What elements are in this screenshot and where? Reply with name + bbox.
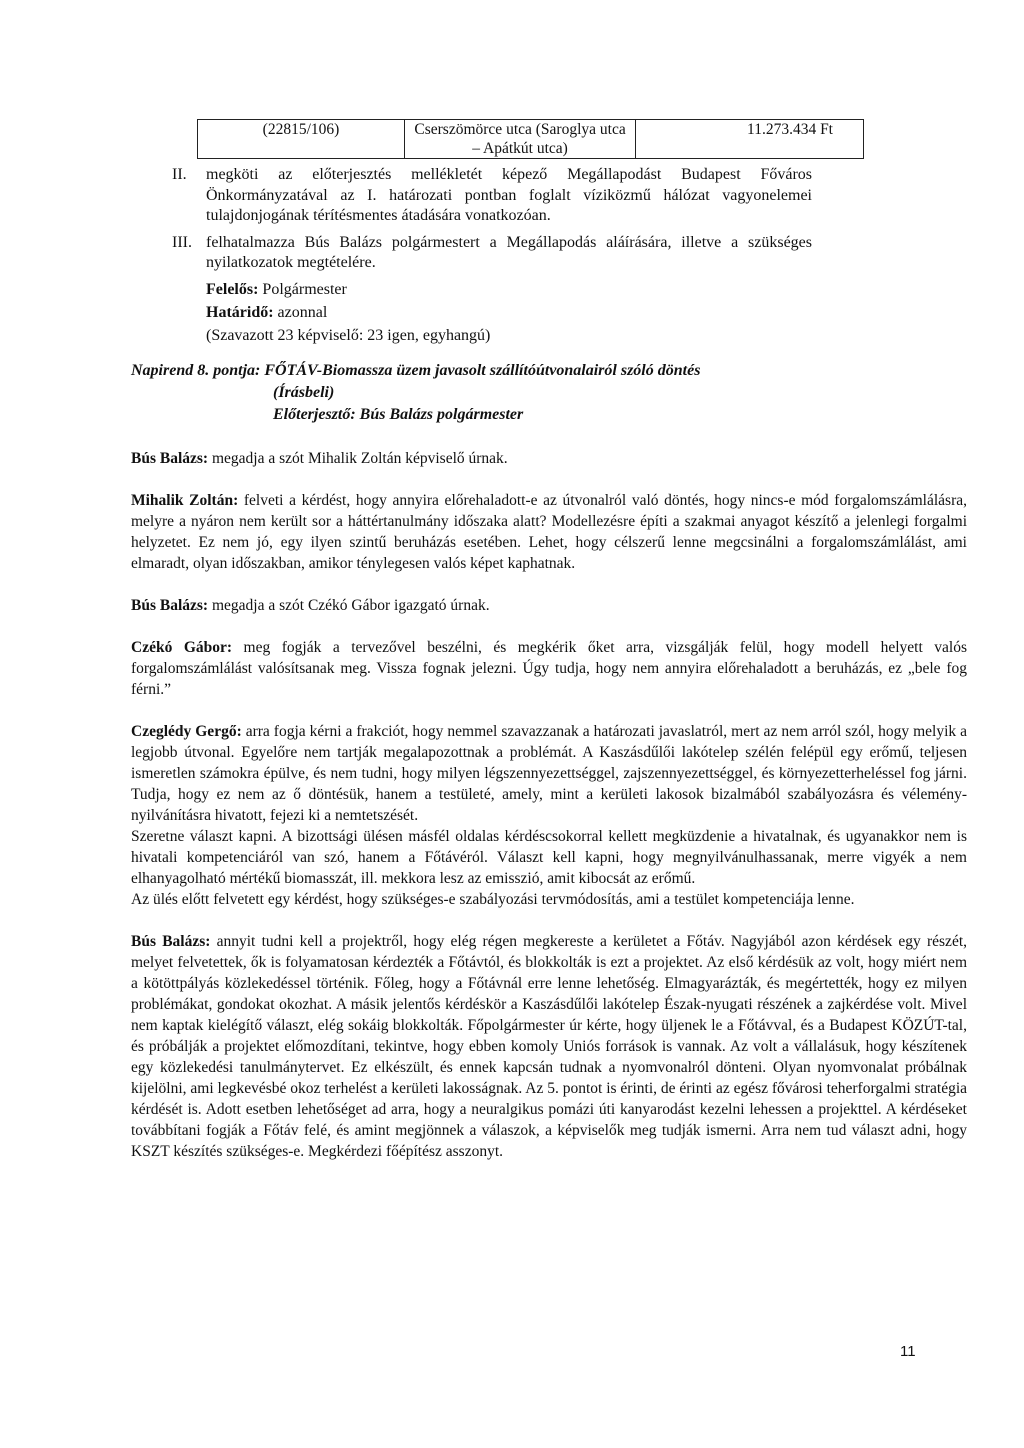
speaker-name: Czeglédy Gergő: [131,723,242,740]
responsible-value: Polgármester [262,281,347,298]
speaker-name: Bús Balázs: [131,450,209,467]
paragraph-text: arra fogja kérni a frakciót, hogy nemmel szavazzanak a határozati javaslatról, mert az nem arról szól, hogy melyik a legjobb útvonal. Egyelőre nem tartják megalapozottnak a problémát. A Kaszásdűlői lakótelep szélén felépül egy erőmű, teljesen ismeretlen számokra épülve, és nem tudni, hogy milyen légszennyezettséggel, zajszennyezettséggel, és környezetterheléssel fog járni. Tudja, hogy ez nem az ő döntésük, hanem a testületé, amely, mint a kerületi lakosok bizalmából szabályozásra és vélemény-nyilvánításra hivatott, fejezi ki a nemtetszését. [131,723,967,824]
table-cell-value: 11.273.434 Ft [636,120,864,159]
paragraph [131,826,967,889]
deadline-value: azonnal [277,304,328,321]
resolution-number: II. [172,166,187,183]
agenda-type: (Írásbeli) [273,384,335,401]
paragraph-text: Szeretne választ kapni. A bizottsági ülésen másfél oldalas kérdéscsokorral kellett megküzdenie a hivatalnak, és ugyanakkor nem is hivatali kompetenciáról van szó, hanem a Főtávéról. Választ kell kapni, hogy megnyilvánulhassanak, merre vigyék a nem elhanyagolható mértékű biomasszát, ill. mekkora lesz az emisszió, amit kibocsát az erőmű. [131,828,967,887]
resolution-text: megköti az előterjesztés mellékletét képező Megállapodást Budapest Főváros Önkormányzatával az I. határozati pontban foglalt víziközmű hálózat vagyonelemei tulajdonjogának térítésmentes átadására vonatkozóan. [206,166,812,224]
resolution-text: felhatalmazza Bús Balázs polgármestert a Megállapodás aláírására, illetve a szükséges nyilatkozatok megtételére. [206,233,812,271]
paragraph [131,448,967,469]
deadline-line [206,303,490,326]
paragraph [131,721,967,826]
vote-line: (Szavazott 23 képviselő: 23 igen, egyhangú) [206,327,491,344]
responsible-label: Felelős: [206,281,259,298]
speaker-name: Mihalik Zoltán: [131,492,239,509]
speaker-name: Bús Balázs: [131,597,209,614]
paragraph [131,889,967,910]
resolution-item [172,165,812,227]
speaker-name: Czékó Gábor: [131,639,233,656]
paragraph [131,931,967,1162]
deadline-label: Határidő: [206,304,274,321]
speaker-name: Bús Balázs: [131,933,211,950]
paragraph-text: meg fogják a tervezővel beszélni, és megkérik őket arra, vizsgálják felül, hogy modell helyett valós forgalomszámlálást valósítsanak meg. Vissza fognak jelezni. Úgy tudja, hogy nem annyira előrehaladott a beruházás, ez „bele fog férni.” [131,639,967,698]
resolution-number: III. [172,233,192,251]
property-table [197,119,864,159]
resolution-meta [206,280,490,349]
paragraph-text: megadja a szót Czékó Gábor igazgató úrnak. [211,597,490,614]
paragraph [131,490,967,574]
page-number: 11 [900,1343,916,1360]
minutes-body [131,448,967,1162]
paragraph [131,637,967,700]
table-cell-parcel: (22815/106) [198,120,405,159]
agenda-presenter: Előterjesztő: Bús Balázs polgármester [273,406,524,423]
resolution-item [172,233,812,274]
paragraph-text: megadja a szót Mihalik Zoltán képviselő úrnak. [211,450,508,467]
paragraph-text: felveti a kérdést, hogy annyira előrehaladott-e az útvonalról való döntés, hogy nincs-e mód forgalomszámlálásra, melyre a nyáron nem került sor a háttértanulmány időszaka alatt? Modellezésre építi a szakmai anyagot készítő a jelenlegi forgalmi helyzetet. Ez nem jó, egy ilyen szintű beruházás esetében. Lehet, hogy célszerű lenne megcsinálni a forgalomszámlálást, ami elmaradt, olyan időszakban, amikor ténylegesen valós képet kaphatnak. [131,492,967,572]
table-row [198,120,864,159]
responsible-line [206,280,490,303]
agenda-heading [131,360,700,426]
resolution-list [172,165,812,274]
table-cell-street: Cserszömörce utca (Saroglya utca – Apátkút utca) [404,120,635,159]
paragraph-text: Az ülés előtt felvetett egy kérdést, hogy szükséges-e szabályozási tervmódosítás, ami a testület kompetenciája lenne. [131,891,855,908]
agenda-title: Napirend 8. pontja: FŐTÁV-Biomassza üzem javasolt szállítóútvonalairól szóló döntés [131,362,701,379]
paragraph-text: annyit tudni kell a projektről, hogy elég régen megkereste a kerületet a Főtáv. Nagyjából azon kérdések egy részét, melyet felvetettek, ők is folyamatosan kérdezték a Főtávtól, és blokkolták is ezt a projektet. Az első kérdésük az volt, hogy miért nem a kötöttpályás közlekedéssel történik. Főleg, hogy a Főtávnál erre lenne lehetőség. Elmagyarázták, és megértették, hogy ez milyen problémákat, gondokat okozhat. A másik jelentős kérdéskör a Kaszásdűlői lakótelep Észak-nyugati részének a zajkérdése volt. Mivel nem kaptak kielégítő választ, elég sokáig blokkolták. Főpolgármester úr kérte, hogy üljenek le a Főtávval, és a Budapest KÖZÚT-tal, és próbálják a projektet előmozdítani, tekintve, hogy ebben komoly Uniós források is vannak. Az volt a vállalásuk, hogy készítenek egy közlekedési tanulmánytervet. Ez elkészült, és ennek kapcsán tudnak a nyomvonalról dönteni. Olyan nyomvonalat próbálnak kijelölni, ami legkevésbé okoz terhelést a kerületi lakosságnak. Az 5. pontot is érinti, de érinti az egész fővárosi teherforgalmi stratégia kérdését is. Adott esetben lehetőséget ad arra, hogy a neuralgikus pomázi úti kanyarodást kezelni lehessen a projekttel. A kérdéseket továbbítani fogják a Főtáv felé, és amint megjönnek a válaszok, a képviselők meg tudják ismerni. Arra nem tud választ adni, hogy KSZT készítés szükséges-e. Megkérdezi főépítész asszonyt. [131,933,968,1160]
paragraph [131,595,967,616]
